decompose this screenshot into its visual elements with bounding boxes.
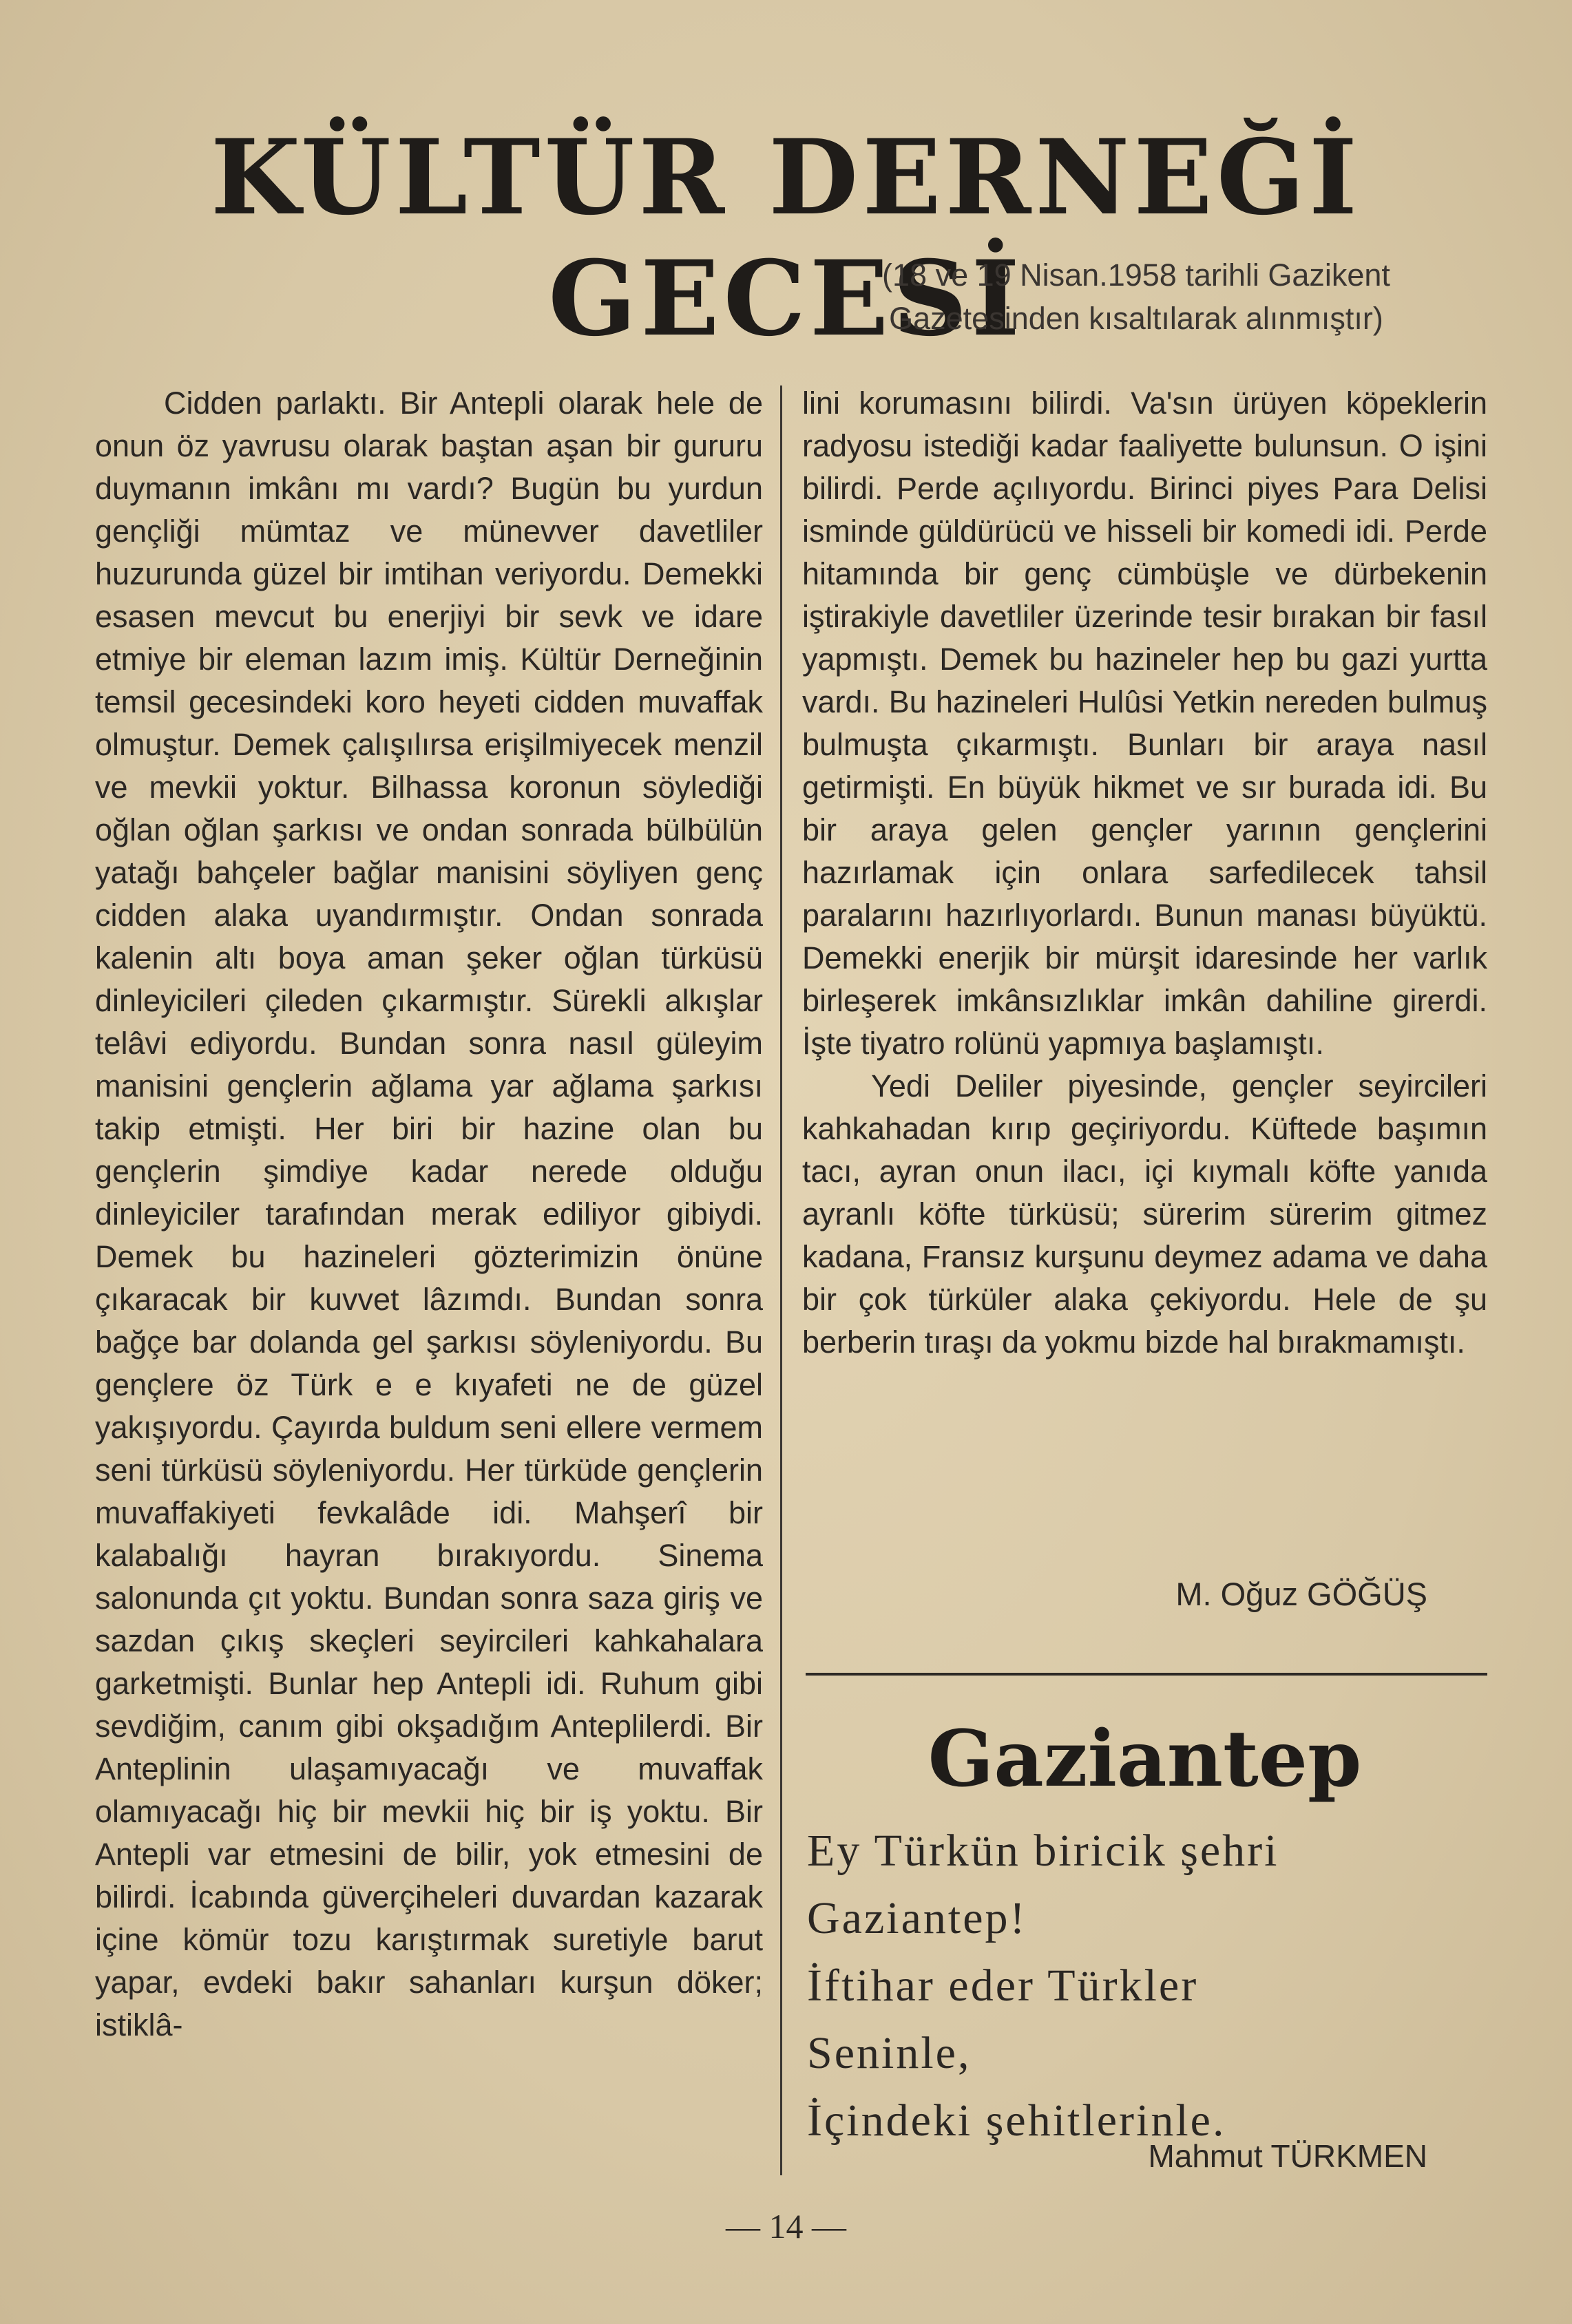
article-paragraph: Yedi Deliler piyesinde, gençler seyircileri kahkahadan kırıp geçiriyordu. Küftede başımın tacı, ayran onun ilacı, içi kıymalı köfte yanıda ayranlı köfte türküsü; sürerim sürerim gitmez kadana, Fransız kurşunu deymez adama ve daha bir çok türküler alaka çekiyordu. Hele de şu berberin tıraşı da yokmu bizde hal bırakmamıştı.	[802, 1068, 1487, 1360]
article-left-column	[95, 382, 763, 2047]
column-divider	[780, 385, 782, 2175]
poem-line: Gaziantep!	[807, 1893, 1027, 1943]
article-right-column	[802, 382, 1487, 1364]
poem-author: Mahmut TÜRKMEN	[1148, 2138, 1427, 2174]
poem-line: Ey Türkün biricik şehri	[807, 1826, 1279, 1876]
source-note: (18 ve 19 Nisan.1958 tarihli Gazikent Gazetesinden kısaltılarak alınmıştır)	[882, 257, 1390, 336]
article-paragraph-continued: lini korumasını bilirdi. Va'sın ürüyen köpeklerin radyosu istediği kadar faaliyette bulunsun. O işini bilirdi. Perde açılıyordu. Birinci piyes Para Delisi isminde güldürücü ve hisseli bir komedi idi. Perde hitamında bir genç cümbüşle ve dürbekenin iştirakiyle davetliler üzerinde tesir bırakan bir fasıl yapmıştı. Demek bu hazineler hep bu gazi yurtta vardı. Bu hazineleri Hulûsi Yetkin nereden bulmuş bulmuşta çıkarmıştı. Bunları bir araya nasıl getirmişti. En büyük hikmet ve sır burada idi. Bu bir araya gelen gençler yarının gençlerini hazırlamak için onlara sarfedilecek tahsil paralarını hazırlıyorlardı. Bunun manası büyüktü. Demekki enerjik bir mürşit idaresinde her varlık birleşerek imkânsızlıklar imkân dahiline girerdi. İşte tiyatro rolünü yapmıya başlamıştı.	[802, 385, 1487, 1061]
poem-line: Seninle,	[807, 2028, 972, 2078]
poem-line: İftihar eder Türkler	[807, 1961, 1199, 2011]
page-number: — 14 —	[726, 2207, 846, 2246]
article-paragraph: Cidden parlaktı. Bir Antepli olarak hele de onun öz yavrusu olarak baştan aşan bir gururu duymanın imkânı mı vardı? Bugün bu yurdun gençliği mümtaz ve münevver davetliler huzurunda güzel bir imtihan veriyordu. Demekki esasen mevcut bu enerjiyi bir sevk ve idare etmiye bir eleman lazım imiş. Kültür Derneğinin temsil gecesindeki koro heyeti cidden muvaffak olmuştur. Demek çalışılırsa erişilmiyecek menzil ve mevkii yoktur. Bilhassa koronun söylediği oğlan oğlan şarkısı ve ondan sonrada bülbülün yatağı bahçeler bağlar manisini söyliyen genç cidden alaka uyandırmıştır. Ondan sonrada kalenin altı boya aman şeker oğlan türküsü dinleyicileri çileden çıkarmıştır. Sürekli alkışlar telâvi ediyordu. Bundan sonra nasıl güleyim manisini gençlerin ağlama yar ağlama şarkısı takip etmişti. Her biri bir hazine olan bu gençlerin şimdiye kadar nerede olduğu dinleyiciler tarafından merak ediliyor gibiydi. Demek bu hazineleri gözterimizin önüne çıkaracak bir kuvvet lâzımdı. Bundan sonra bağçe bar dolanda gel şarkısı söyleniyordu. Bu gençlere öz Türk e e kıyafeti ne de güzel yakışıyordu. Çayırda buldum seni ellere vermem seni türküsü söyleniyordu. Her türküde gençlerin muvaffakiyeti fevkalâde idi. Mahşerî bir kalabalığı hayran bırakıyordu. Sinema salonunda çıt yoktu. Bundan sonra saza giriş ve sazdan çıkış skeçleri seyircileri kahkahalara garketmişti. Bunlar hep Antepli idi. Ruhum gibi sevdiğim, canım gibi okşadığım Anteplilerdi. Bir Anteplinin ulaşamıyacağı ve muvaffak olamıyacağı hiç bir mevkii hiç bir iş yoktu. Bir Antepli var etmesini de bilir, yok etmesini de bilirdi. İcabında güverçiheleri duvardan kazarak içine kömür tozu karıştırmak suretiyle barut yapar, evdeki bakır sahanları kurşun döker; istiklâ-	[95, 385, 763, 2042]
poem-body	[807, 1817, 1496, 2155]
poem-title: Gaziantep	[928, 1714, 1362, 1804]
section-divider	[806, 1673, 1487, 1676]
page-title: KÜLTÜR DERNEĞİ GECESİ	[210, 117, 1362, 359]
article-author: M. Oğuz GÖĞÜŞ	[1175, 1576, 1427, 1612]
poem-line: İçindeki şehitlerinle.	[807, 2095, 1226, 2146]
